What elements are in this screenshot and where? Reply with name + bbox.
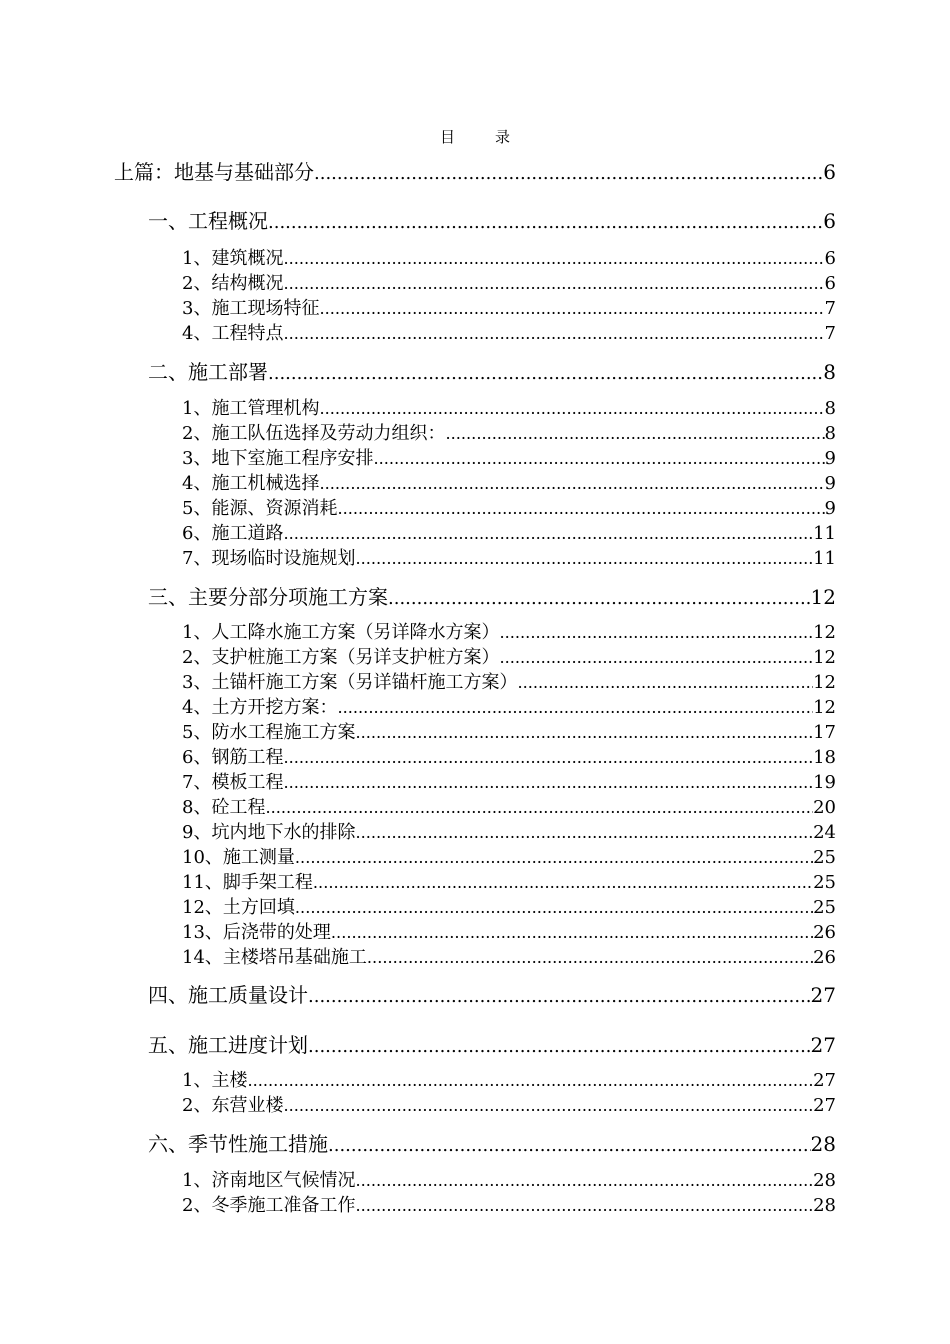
toc-title-left: 目 xyxy=(439,128,455,146)
toc-entry[interactable] xyxy=(182,1197,836,1215)
toc-entry-label: 13、后浇带的处理 xyxy=(182,922,331,943)
toc-title-right: 录 xyxy=(495,128,511,146)
toc-entry-label: 1、建筑概况 xyxy=(182,248,284,269)
toc-leader-dots xyxy=(265,800,813,816)
toc-entry-label: 9、坑内地下水的排除 xyxy=(182,822,356,843)
toc-entry-label: 3、施工现场特征 xyxy=(182,298,320,319)
toc-page-number: 28 xyxy=(813,1170,836,1191)
toc-leader-dots xyxy=(319,476,824,492)
toc-entry-label: 6、钢筋工程 xyxy=(182,747,284,768)
toc-entry[interactable] xyxy=(182,325,836,343)
toc-entry-label: 五、施工进度计划 xyxy=(148,1033,308,1057)
toc-leader-dots xyxy=(295,850,813,866)
toc-page-number: 27 xyxy=(813,1095,836,1116)
toc-leader-dots xyxy=(337,501,824,517)
toc-page-number: 26 xyxy=(813,947,836,968)
toc-entry-label: 上篇：地基与基础部分 xyxy=(114,160,314,184)
toc-leader-dots xyxy=(283,251,824,267)
toc-entry[interactable] xyxy=(148,587,836,608)
toc-entry-label: 2、支护桩施工方案（另详支护桩方案） xyxy=(182,647,500,668)
toc-entry-label: 7、模板工程 xyxy=(182,772,284,793)
toc-leader-dots xyxy=(268,365,823,383)
toc-entry[interactable] xyxy=(182,500,836,518)
toc-page-number: 20 xyxy=(813,797,836,818)
toc-entry-label: 1、人工降水施工方案（另详降水方案） xyxy=(182,622,500,643)
toc-title xyxy=(0,126,950,147)
toc-page-number: 11 xyxy=(813,523,836,544)
toc-entry-label: 11、脚手架工程 xyxy=(182,872,313,893)
toc-entry-label: 7、现场临时设施规划 xyxy=(182,548,356,569)
toc-leader-dots xyxy=(499,650,813,666)
toc-leader-dots xyxy=(247,1073,813,1089)
toc-page-number: 12 xyxy=(810,585,836,609)
toc-entry[interactable] xyxy=(182,275,836,293)
toc-leader-dots xyxy=(517,675,813,691)
toc-entry[interactable] xyxy=(182,1072,836,1090)
toc-leader-dots xyxy=(308,988,811,1006)
toc-leader-dots xyxy=(355,551,813,567)
toc-entry-label: 12、土方回填 xyxy=(182,897,295,918)
toc-page-number: 7 xyxy=(824,298,836,319)
toc-page-number: 24 xyxy=(813,822,836,843)
toc-leader-dots xyxy=(328,1137,811,1155)
toc-leader-dots xyxy=(355,725,813,741)
toc-entry[interactable] xyxy=(182,749,836,767)
toc-entry[interactable] xyxy=(182,1097,836,1115)
toc-entry[interactable] xyxy=(182,874,836,892)
toc-page-number: 12 xyxy=(813,697,836,718)
toc-entry-label: 四、施工质量设计 xyxy=(148,983,308,1007)
toc-entry-label: 六、季节性施工措施 xyxy=(148,1132,328,1156)
toc-entry[interactable] xyxy=(182,450,836,468)
toc-entry-label: 5、能源、资源消耗 xyxy=(182,498,338,519)
toc-entry[interactable] xyxy=(182,724,836,742)
toc-leader-dots xyxy=(308,1038,811,1056)
toc-entry-label: 三、主要分部分项施工方案 xyxy=(148,585,388,609)
toc-entry[interactable] xyxy=(182,525,836,543)
toc-page-number: 12 xyxy=(813,622,836,643)
toc-page-number: 18 xyxy=(813,747,836,768)
toc-entry[interactable] xyxy=(182,300,836,318)
toc-page-number: 12 xyxy=(813,672,836,693)
toc-page-number: 25 xyxy=(813,872,836,893)
toc-page-number: 6 xyxy=(823,160,836,184)
toc-entry-label: 一、工程概况 xyxy=(148,209,268,233)
toc-leader-dots xyxy=(337,700,813,716)
toc-leader-dots xyxy=(367,950,813,966)
toc-entry[interactable] xyxy=(114,162,836,183)
toc-page-number: 27 xyxy=(810,983,836,1007)
toc-entry[interactable] xyxy=(182,774,836,792)
toc-entry[interactable] xyxy=(148,362,836,383)
toc-entry[interactable] xyxy=(182,674,836,692)
toc-page-number: 17 xyxy=(813,722,836,743)
toc-entry[interactable] xyxy=(182,924,836,942)
toc-leader-dots xyxy=(295,900,813,916)
toc-leader-dots xyxy=(314,165,823,183)
toc-leader-dots xyxy=(283,326,824,342)
toc-page-number: 19 xyxy=(813,772,836,793)
toc-entry-label: 1、施工管理机构 xyxy=(182,398,320,419)
toc-entry-label: 1、主楼 xyxy=(182,1070,248,1091)
toc-entry-label: 2、结构概况 xyxy=(182,273,284,294)
toc-entry[interactable] xyxy=(182,849,836,867)
toc-entry-label: 2、施工队伍选择及劳动力组织： xyxy=(182,423,446,444)
toc-entry[interactable] xyxy=(182,824,836,842)
toc-page-number: 28 xyxy=(810,1132,836,1156)
toc-leader-dots xyxy=(445,426,824,442)
toc-entry[interactable] xyxy=(182,1172,836,1190)
toc-leader-dots xyxy=(283,1098,813,1114)
toc-entry[interactable] xyxy=(182,475,836,493)
toc-entry[interactable] xyxy=(182,624,836,642)
toc-entry-label: 1、济南地区气候情况 xyxy=(182,1170,356,1191)
toc-page-number: 8 xyxy=(824,423,836,444)
toc-page-number: 25 xyxy=(813,847,836,868)
toc-page-number: 9 xyxy=(824,448,836,469)
toc-page-number: 9 xyxy=(824,498,836,519)
toc-entry-label: 5、防水工程施工方案 xyxy=(182,722,356,743)
toc-entry[interactable] xyxy=(182,425,836,443)
toc-entry-label: 4、工程特点 xyxy=(182,323,284,344)
toc-entry-label: 二、施工部署 xyxy=(148,360,268,384)
toc-entry-label: 10、施工测量 xyxy=(182,847,295,868)
toc-page-number: 6 xyxy=(823,209,836,233)
toc-entry[interactable] xyxy=(148,985,836,1006)
toc-page-number: 27 xyxy=(810,1033,836,1057)
toc-leader-dots xyxy=(283,750,813,766)
toc-leader-dots xyxy=(499,625,813,641)
toc-entry-label: 4、施工机械选择 xyxy=(182,473,320,494)
toc-page-number: 11 xyxy=(813,548,836,569)
toc-page-number: 6 xyxy=(824,248,836,269)
toc-entry-label: 2、冬季施工准备工作 xyxy=(182,1195,356,1216)
toc-leader-dots xyxy=(355,1173,813,1189)
toc-entry-label: 14、主楼塔吊基础施工 xyxy=(182,947,367,968)
toc-page-number: 9 xyxy=(824,473,836,494)
toc-entry[interactable] xyxy=(182,250,836,268)
toc-leader-dots xyxy=(283,276,824,292)
toc-entry-label: 3、土锚杆施工方案（另详锚杆施工方案） xyxy=(182,672,518,693)
toc-entry[interactable] xyxy=(148,1134,836,1155)
toc-entry[interactable] xyxy=(148,211,836,232)
toc-entry[interactable] xyxy=(182,799,836,817)
toc-page-number: 25 xyxy=(813,897,836,918)
toc-leader-dots xyxy=(355,1198,813,1214)
toc-entry[interactable] xyxy=(182,949,836,967)
toc-entry[interactable] xyxy=(182,400,836,418)
toc-entry[interactable] xyxy=(182,550,836,568)
toc-page-number: 7 xyxy=(824,323,836,344)
toc-leader-dots xyxy=(355,825,813,841)
toc-entry-label: 3、地下室施工程序安排 xyxy=(182,448,374,469)
toc-entry-label: 2、东营业楼 xyxy=(182,1095,284,1116)
toc-leader-dots xyxy=(283,526,813,542)
toc-entry-label: 6、施工道路 xyxy=(182,523,284,544)
toc-page-number: 28 xyxy=(813,1195,836,1216)
toc-page-number: 8 xyxy=(823,360,836,384)
toc-leader-dots xyxy=(313,875,813,891)
toc-page-number: 8 xyxy=(824,398,836,419)
toc-entry[interactable] xyxy=(182,899,836,917)
toc-entry[interactable] xyxy=(182,699,836,717)
toc-leader-dots xyxy=(268,214,823,232)
toc-page-number: 26 xyxy=(813,922,836,943)
toc-leader-dots xyxy=(373,451,824,467)
toc-leader-dots xyxy=(388,590,811,608)
toc-leader-dots xyxy=(319,401,824,417)
toc-leader-dots xyxy=(283,775,813,791)
toc-entry-label: 4、土方开挖方案： xyxy=(182,697,338,718)
toc-leader-dots xyxy=(331,925,813,941)
toc-leader-dots xyxy=(319,301,824,317)
toc-page-number: 6 xyxy=(824,273,836,294)
toc-page-number: 27 xyxy=(813,1070,836,1091)
toc-entry-label: 8、砼工程 xyxy=(182,797,266,818)
toc-entry[interactable] xyxy=(148,1035,836,1056)
toc-entry[interactable] xyxy=(182,649,836,667)
toc-page-number: 12 xyxy=(813,647,836,668)
